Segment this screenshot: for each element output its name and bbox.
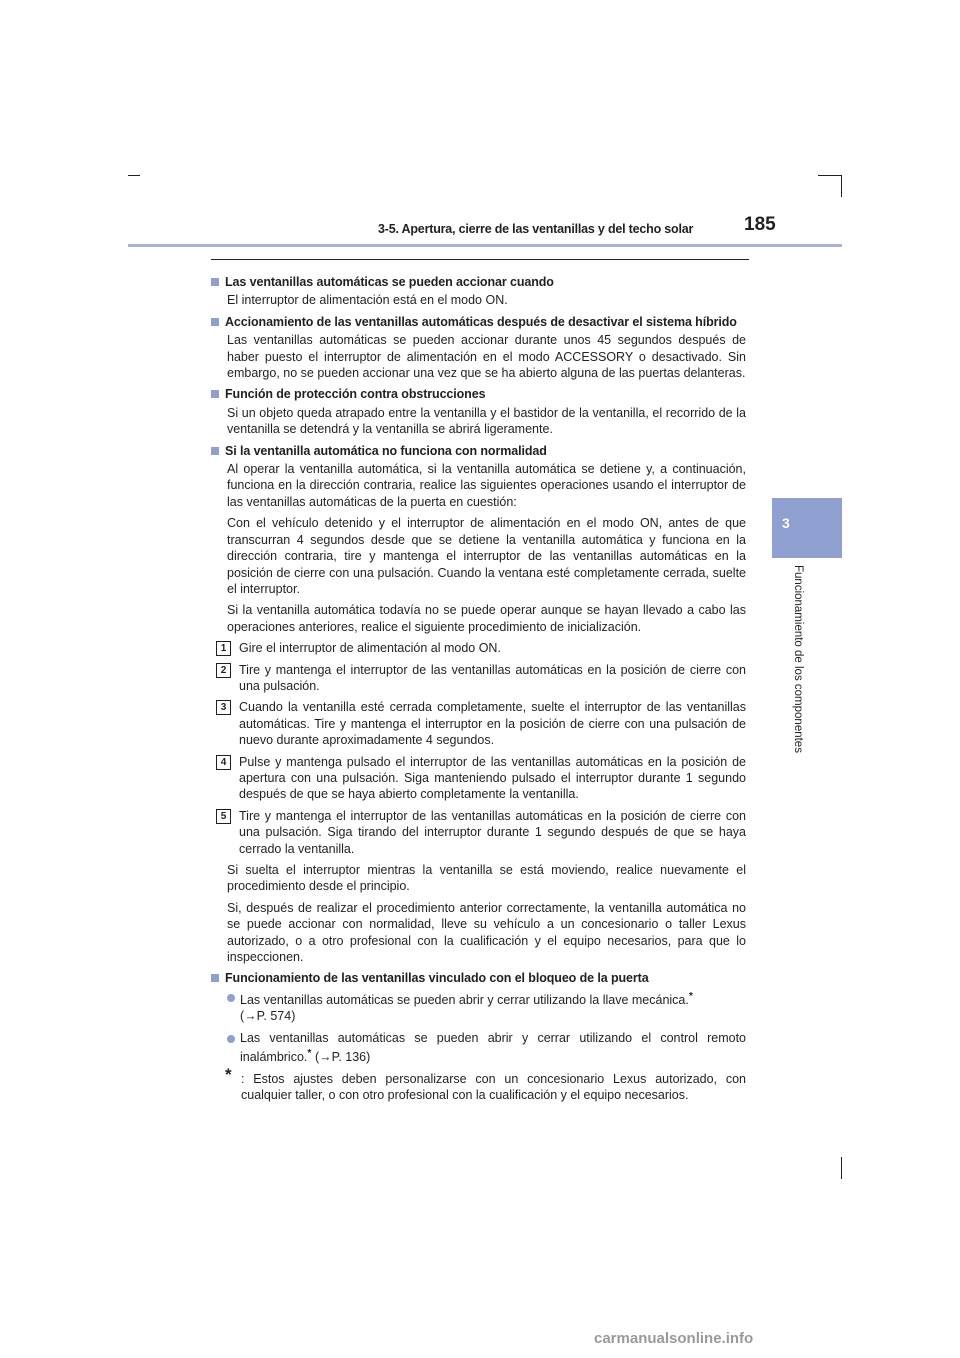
chapter-tab [772, 498, 842, 558]
crop-mark [818, 175, 842, 176]
circle-bullet-icon [227, 994, 235, 1002]
bullet-text: Las ventanillas automáticas se pueden abrir y cerrar utilizando el control remoto inalámbrico. [240, 1030, 746, 1065]
footnote-text: : Estos ajustes deben personalizarse con un concesionario Lexus autorizado, con cualquier taller, o con otro profesional con la cualificación y el equipo necesarios. [241, 1071, 746, 1103]
step-text: Cuando la ventanilla esté cerrada completamente, suelte el interruptor de las ventanillas automáticas. Tire y mantenga el interruptor en la posición de cierre con una pulsación de nuevo durante aproximadamente 4 segundos. [239, 700, 746, 748]
list-item [211, 1030, 746, 1066]
footnote-mark: * [688, 990, 693, 1002]
section-heading [211, 314, 746, 330]
section-heading [211, 970, 746, 986]
chapter-title-text: Funcionamiento de los componentes [792, 565, 804, 753]
square-bullet-icon [211, 278, 219, 286]
square-bullet-icon [211, 974, 219, 982]
step-text: Gire el interruptor de alimentación al modo ON. [239, 641, 501, 656]
procedure-step [211, 640, 746, 656]
footnote-mark: * [225, 1064, 232, 1084]
chapter-number: 3 [782, 515, 790, 531]
page-reference: (→P. 574) [240, 1009, 296, 1024]
page-number: 185 [744, 214, 776, 235]
paragraph: Si, después de realizar el procedimiento anterior correctamente, la ventanilla automática no se puede accionar con normalidad, lleve su vehículo a un concesionario o taller Lexus autorizado, o a otro profesional con la cualificación y el equipo necesarios, para que lo inspeccionen. [227, 900, 746, 965]
paragraph: Si un objeto queda atrapado entre la ventanilla y el bastidor de la ventanilla, el recorrido de la ventanilla se detendrá y la ventanilla se abrirá ligeramente. [227, 405, 746, 437]
heading-text: Las ventanillas automáticas se pueden accionar cuando [225, 275, 554, 289]
paragraph: Al operar la ventanilla automática, si la ventanilla automática se detiene y, a continuación, funciona en la dirección contraria, realice las siguientes operaciones usando el interruptor de las ventanillas automáticas de la puerta en cuestión: [227, 462, 746, 509]
step-text: Pulse y mantenga pulsado el interruptor de las ventanillas automáticas en la posición de apertura con una pulsación. Siga manteniendo pulsado el interruptor durante 1 segundo después de que se haya abierto completamente la ventanilla. [239, 754, 746, 802]
crop-mark [128, 175, 140, 176]
crop-mark [841, 1157, 842, 1179]
procedure-step [211, 662, 746, 695]
step-number: 5 [216, 809, 231, 824]
section-heading [211, 443, 746, 459]
main-content [211, 270, 746, 1104]
step-number: 3 [216, 700, 231, 715]
paragraph: El interruptor de alimentación está en el modo ON. [227, 293, 508, 308]
heading-text: Función de protección contra obstrucciones [225, 387, 486, 402]
procedure-step [211, 754, 746, 803]
footnote-mark: * [307, 1048, 312, 1060]
step-text: Tire y mantenga el interruptor de las ventanillas automáticas en la posición de cierre con una pulsación. Siga tirando del interruptor durante 1 segundo después de que se haya cerrado la ventanilla. [239, 808, 746, 856]
bullet-text: Las ventanillas automáticas se pueden abrir y cerrar utilizando la llave mecánica. [240, 993, 689, 1007]
paragraph: Si la ventanilla automática todavía no se puede operar aunque se hayan llevado a cabo las operaciones anteriores, realice el siguiente procedimiento de inicialización. [227, 603, 746, 634]
section-title: 3-5. Apertura, cierre de las ventanillas y del techo solar [378, 222, 694, 236]
heading-text: Si la ventanilla automática no funciona con normalidad [225, 443, 547, 458]
section-heading [211, 274, 746, 290]
step-number: 1 [216, 641, 231, 656]
step-number: 2 [216, 663, 231, 678]
square-bullet-icon [211, 390, 219, 398]
circle-bullet-icon [227, 1035, 235, 1043]
crop-mark [841, 175, 842, 197]
square-bullet-icon [211, 318, 219, 326]
step-number: 4 [216, 755, 231, 770]
paragraph: Con el vehículo detenido y el interruptor de alimentación en el modo ON, antes de que transcurran 4 segundos desde que se detiene la ventanilla automática y funciona en la dirección contraria, tire y mantenga el interruptor de las ventanillas automáticas en la posición de cierre con una pulsación. Cuando la ventana esté completamente cerrada, suelte el interruptor. [227, 516, 746, 596]
page-reference: (→P. 136) [314, 1050, 371, 1065]
paragraph: Si suelta el interruptor mientras la ventanilla se está moviendo, realice nuevamente el procedimiento desde el principio. [227, 863, 746, 894]
heading-text: Accionamiento de las ventanillas automáticas después de desactivar el sistema híbrido [225, 314, 737, 329]
header-rule [128, 244, 842, 247]
watermark: carmanualsonline.info [594, 1330, 754, 1347]
chapter-title [790, 565, 806, 785]
heading-text: Funcionamiento de las ventanillas vinculado con el bloqueo de la puerta [225, 971, 649, 986]
footnote [211, 1064, 746, 1104]
procedure-step [211, 699, 746, 748]
list-item [211, 989, 746, 1025]
step-text: Tire y mantenga el interruptor de las ventanillas automáticas en la posición de cierre con una pulsación. [239, 662, 746, 693]
procedure-step [211, 808, 746, 857]
square-bullet-icon [211, 447, 219, 455]
section-heading [211, 386, 746, 402]
paragraph: Las ventanillas automáticas se pueden accionar durante unos 45 segundos después de haber puesto el interruptor de alimentación en el modo ACCESSORY o desactivado. Sin embargo, no se pueden accionar una vez que se ha abierto alguna de las puertas delanteras. [227, 333, 746, 381]
content-rule [211, 259, 749, 260]
